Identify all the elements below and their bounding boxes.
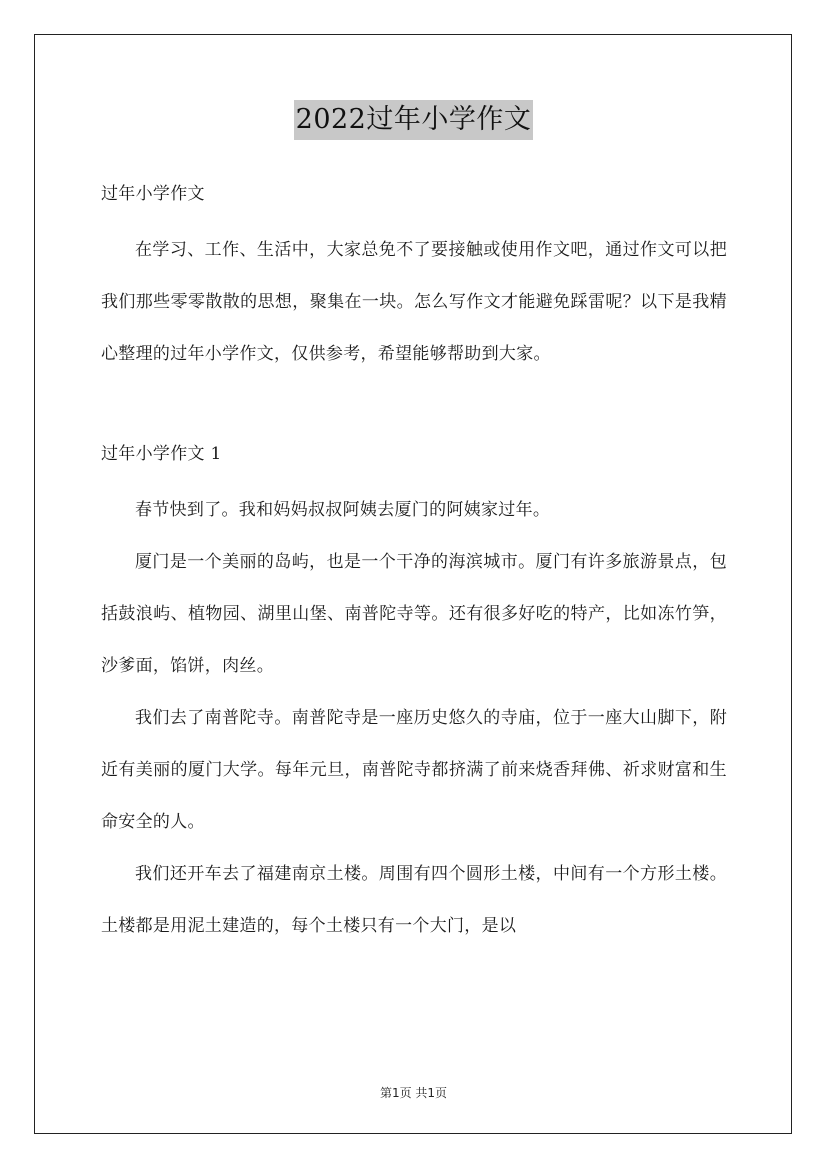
intro-paragraph: 在学习、工作、生活中，大家总免不了要接触或使用作文吧，通过作文可以把我们那些零零散散的思想，聚集在一块。怎么写作文才能避免踩雷呢？以下是我精心整理的过年小学作文，仅供参考，希望能够帮助到大家。 xyxy=(101,240,727,364)
intro-heading: 过年小学作文 xyxy=(101,184,205,204)
page-footer xyxy=(0,1084,827,1101)
body-paragraph-1: 春节快到了。我和妈妈叔叔阿姨去厦门的阿姨家过年。 xyxy=(135,500,551,520)
title-container xyxy=(0,100,827,140)
body-paragraph-4: 我们还开车去了福建南京土楼。周围有四个圆形土楼，中间有一个方形土楼。土楼都是用泥土建造的，每个土楼只有一个大门，是以 xyxy=(101,864,727,936)
document-title: 2022过年小学作文 xyxy=(294,100,534,140)
blank-line xyxy=(101,380,727,432)
section-heading: 过年小学作文 1 xyxy=(101,444,222,464)
body-paragraph-2: 厦门是一个美丽的岛屿，也是一个干净的海滨城市。厦门有许多旅游景点，包括鼓浪屿、植物园、湖里山堡、南普陀寺等。还有很多好吃的特产，比如冻竹笋，沙爹面，馅饼，肉丝。 xyxy=(101,552,727,676)
document-body xyxy=(101,172,727,952)
body-paragraph-3: 我们去了南普陀寺。南普陀寺是一座历史悠久的寺庙，位于一座大山脚下，附近有美丽的厦门大学。每年元旦，南普陀寺都挤满了前来烧香拜佛、祈求财富和生命安全的人。 xyxy=(101,708,727,832)
page-number: 第1页 共1页 xyxy=(379,1086,448,1100)
